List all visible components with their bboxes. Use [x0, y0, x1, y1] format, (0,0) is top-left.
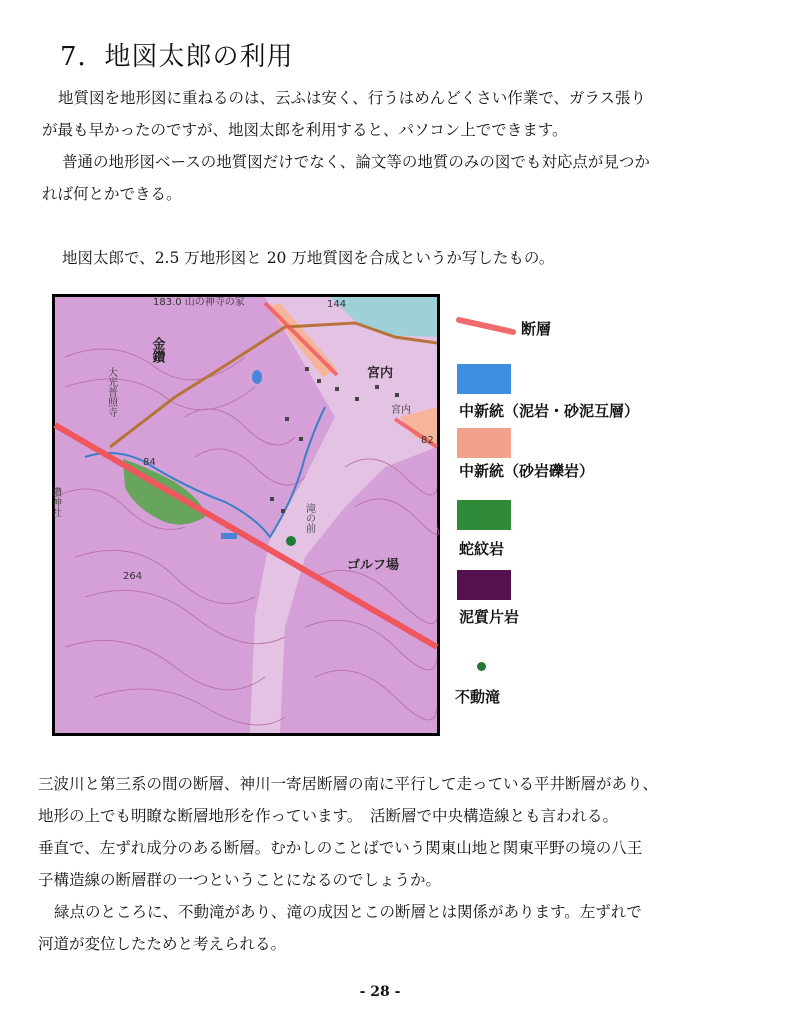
second-line-2: れば何とかできる。: [42, 185, 182, 203]
map-label-golf: ゴルフ場: [347, 558, 400, 573]
serpentinite-legend-swatch: [457, 500, 511, 530]
second-paragraph: [42, 146, 757, 210]
fault-line-text-1: 三波川と第三系の間の断層、神川一寄居断層の南に平行して走っている平井断層があり、: [38, 775, 659, 793]
fault-line-text-2: 地形の上でも明瞭な断層地形を作っています。 活断層で中央構造線とも言われる。: [38, 807, 619, 825]
map-caption: 地図太郎で、2.5 万地形図と 20 万地質図を合成というか写したもの。: [62, 249, 555, 267]
pond-2: [221, 533, 237, 539]
waterfall-line-2: 河道が変位したためと考えられる。: [38, 935, 287, 953]
map-label-top-road: 183.0 山の神寺の家: [153, 297, 245, 308]
geologic-map-svg: [49, 297, 437, 733]
legend-label-serpentinite: 蛇紋岩: [459, 540, 505, 558]
map-label-144: 144: [327, 299, 347, 310]
map-label-temple: 大光普照寺: [105, 367, 117, 417]
map-label-84: 84: [143, 457, 156, 468]
sandstone-legend-swatch: [457, 428, 511, 458]
fault-line-text-3: 垂直で、左ずれ成分のある断層。むかしのことばでいう関東山地と関東平野の境の八王: [38, 839, 643, 857]
intro-line-1: 地質図を地形図に重ねるのは、云ふは安く、行うはめんどくさい作業で、ガラス張り: [58, 89, 646, 107]
section-title: 7．地図太郎の利用: [60, 42, 294, 72]
map-label-miyauchi: 宮内: [367, 366, 394, 381]
fault-line-text-4: 子構造線の断層群の一つということになるのでしょうか。: [38, 871, 442, 889]
intro-line-2: が最も早かったのですが、地図太郎を利用すると、パソコン上でできます。: [42, 121, 568, 139]
second-line-1: 普通の地形図ベースの地質図だけでなく、論文等の地質のみの図でも対応点が見つか: [62, 153, 650, 171]
map-label-miyauchi-small: 宮内: [391, 405, 411, 416]
map-label-kinzan-text: 金鑽: [149, 337, 165, 363]
fudo-waterfall-marker: [286, 536, 296, 546]
legend-label-schist: 泥質片岩: [459, 608, 520, 626]
legend-label-waterfall: 不動滝: [455, 688, 501, 706]
mudstone-legend-swatch: [457, 364, 511, 394]
legend-label-fault: 断層: [521, 320, 552, 338]
waterfall-legend-dot: [477, 662, 486, 671]
intro-paragraph: [42, 82, 757, 146]
map-label-shrine: 鑽神社: [49, 487, 61, 517]
schist-legend-swatch: [457, 570, 511, 600]
geologic-map: [49, 294, 440, 736]
map-legend: [455, 300, 795, 720]
page-number: - 28 -: [359, 984, 401, 1000]
map-label-kinzan: [150, 336, 166, 364]
map-label-264: 264: [123, 571, 143, 582]
waterfall-line-1: 緑点のところに、不動滝があり、滝の成因とこの断層とは関係があります。左ずれで: [54, 903, 642, 921]
pond-1: [252, 370, 262, 384]
fault-description-paragraph: [38, 768, 778, 896]
map-label-82: 82: [421, 435, 434, 446]
legend-label-mudstone: 中新統（泥岩・砂泥互層）: [459, 402, 640, 420]
waterfall-paragraph: [38, 896, 778, 960]
fault-legend-swatch: [457, 316, 517, 338]
map-label-takinomae: 滝の前: [303, 503, 315, 533]
legend-label-sandstone: 中新統（砂岩礫岩）: [459, 462, 595, 480]
